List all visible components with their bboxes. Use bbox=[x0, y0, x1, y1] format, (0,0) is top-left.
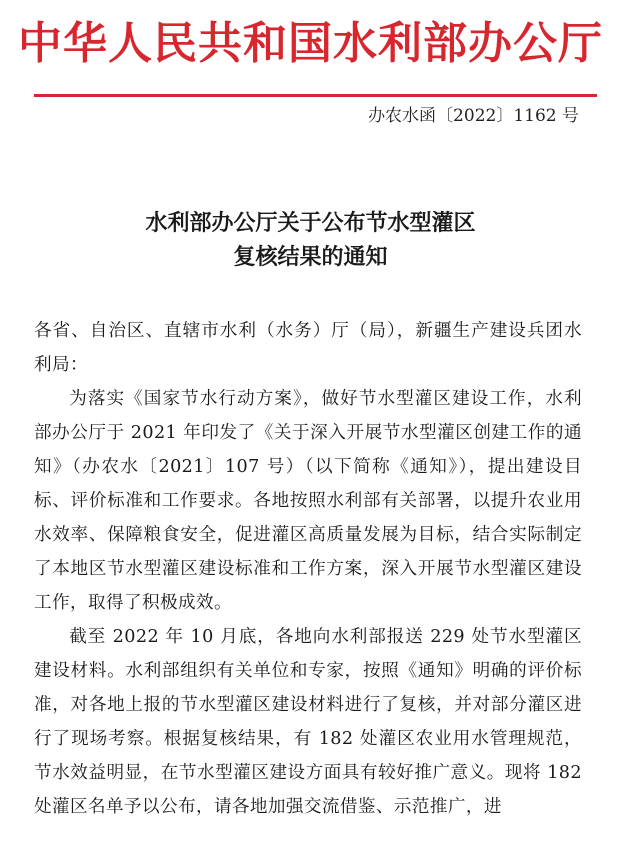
document-number: 办农水函〔2022〕1162 号 bbox=[368, 106, 579, 126]
issuing-office-header: 中华人民共和国水利部办公厅 bbox=[18, 18, 603, 69]
red-divider-line bbox=[34, 94, 597, 97]
document-title bbox=[0, 207, 621, 275]
document-title-line-2: 复核结果的通知 bbox=[233, 245, 388, 270]
body-paragraph-2: 截至 2022 年 10 月底，各地向水利部报送 229 处节水型灌区建设材料。水利部组织有关单位和专家，按照《通知》明确的评价标准，对各地上报的节水型灌区建设材料进行了复核，并对部分灌区进行了现场考察。根据复核结果，有 182 处灌区农业用水管理规范，节水效益明显，在节水型灌区建设方面具有较好推广意义。现将 182 处灌区名单予以公布，请各地加强交流借鉴、示范推广，进 bbox=[34, 627, 582, 817]
salutation: 各省、自治区、直辖市水利（水务）厅（局），新疆生产建设兵团水利局： bbox=[34, 321, 582, 375]
document-body bbox=[34, 314, 582, 824]
body-paragraph-1: 为落实《国家节水行动方案》，做好节水型灌区建设工作，水利部办公厅于 2021 年印发了《关于深入开展节水型灌区创建工作的通知》（办农水〔2021〕107 号）（以下简称《通知》），提出建设目标、评价标准和工作要求。各地按照水利部有关部署，以提升农业用水效率、保障粮食安全，促进灌区高质量发展为目标，结合实际制定了本地区节水型灌区建设标准和工作方案，深入开展节水型灌区建设工作，取得了积极成效。 bbox=[34, 389, 582, 613]
document-title-line-1: 水利部办公厅关于公布节水型灌区 bbox=[145, 211, 476, 236]
